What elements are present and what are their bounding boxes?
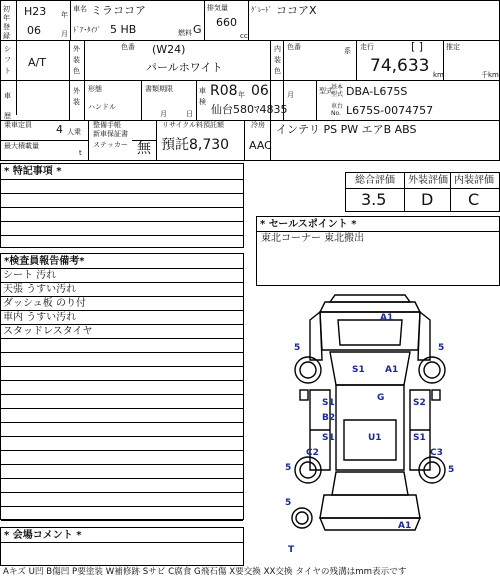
mileage-bracket: [ ] (411, 40, 424, 53)
mark-c3: C3 (430, 448, 443, 458)
inspector-note-line (1, 395, 243, 409)
inspection-label: 推定 (446, 43, 460, 51)
special-notes-title: * 特記事項 * (4, 166, 62, 177)
car-name-label: 車名 (73, 5, 87, 13)
inspector-note-line (1, 353, 243, 367)
overall-rating: 3.5 (361, 190, 387, 209)
cert-month: 06 (251, 83, 269, 99)
mark-s2: S2 (413, 398, 426, 408)
color-name: パールホワイト (146, 61, 223, 74)
doc-deadline-label: 書類期限 (145, 85, 173, 93)
inspection-unit: 千km (481, 71, 499, 79)
new-car-warranty-label: 新車保証書 (93, 130, 128, 138)
sales-point-title: * セールスポイント * (260, 219, 357, 230)
chassis-label: 車台No. (331, 103, 344, 117)
mark-t: T (288, 545, 295, 555)
era-year: H23 (24, 5, 47, 18)
mileage-unit: km (433, 71, 444, 79)
tire-depth-fr: 5 (438, 343, 445, 353)
inspector-note-line (1, 493, 243, 507)
inspector-note-line (1, 479, 243, 493)
inspector-note-line: シート 汚れ (1, 269, 243, 283)
capacity-label: 乗車定員 (4, 121, 32, 129)
aircon-value: AAC (249, 139, 272, 152)
displacement-unit: cc (240, 32, 248, 40)
inspector-note-line (1, 423, 243, 437)
cert-label: 車検 (199, 87, 206, 106)
displacement-label: 排気量 (207, 4, 228, 12)
sales-point-box (256, 216, 500, 286)
grade-value: ココアX (276, 4, 317, 17)
inspector-note-line (1, 465, 243, 479)
sticker-value: 無 (137, 141, 151, 157)
interior-rating-label: 内装評価 (454, 175, 494, 186)
door-type-label: ﾄﾞｱ･ﾀｲﾌﾟ (73, 26, 101, 34)
venue-comment-box (0, 527, 244, 566)
exterior-rating-label: 外装評価 (408, 175, 448, 186)
cert-year: R08 (210, 83, 238, 99)
tire-depth-rl: 5 (285, 463, 292, 473)
inspector-note-line (1, 437, 243, 451)
inspector-note-line (1, 339, 243, 353)
mark-u1: U1 (368, 433, 382, 443)
color-code-label: 色番 (121, 43, 135, 51)
shift-label: シフト (4, 45, 11, 75)
tire-depth-rr: 5 (448, 465, 455, 475)
mark-s1-low: S1 (322, 433, 335, 443)
inspector-note-line (1, 507, 243, 521)
inspector-notes-title: *検査員報告備考* (4, 256, 85, 267)
inspector-note-line (1, 409, 243, 423)
handle-label: ハンドル (88, 103, 116, 111)
month-unit: 月 (61, 30, 68, 38)
tire-depth-spare: 5 (285, 498, 292, 508)
inspector-note-line: 天張 うすい汚れ (1, 283, 243, 297)
shape-label: 外装 (73, 87, 80, 106)
mark-s1-mid: S1 (322, 398, 335, 408)
exterior-rating: D (421, 190, 434, 209)
cert-year-unit: 年 (238, 91, 245, 99)
model-value: DBA-L675S (346, 85, 408, 98)
legend-text: Aキズ U凹 B傷凹 P要塗装 W補修跡 Sサビ C腐食 G飛石傷 X要交換 XX交換 タイヤの残溝はmm表示です (3, 567, 407, 577)
inspector-note-line (1, 381, 243, 395)
interior-color-code-label: 色番 (287, 43, 301, 51)
mark-b2: B2 (322, 413, 336, 423)
capacity-value: 4 (56, 123, 63, 136)
shape-sublabel: 形態 (88, 85, 102, 93)
cert-month-unit: 月 (287, 91, 294, 99)
exterior-color-label: 外装色 (73, 45, 80, 75)
chassis-value: L675S-0074757 (346, 104, 434, 117)
sales-point-text: 東北コーナー 東北搬出 (261, 233, 365, 244)
mileage-value: 74,633 (370, 56, 430, 76)
inspector-note-line: ダッシュ板 のり付 (1, 297, 243, 311)
fuel-value: G (193, 23, 202, 36)
max-load-label: 最大積載量 (4, 142, 39, 150)
mark-c2: C2 (306, 448, 319, 458)
inspector-notes-box (0, 253, 244, 520)
car-name: ミラココア (91, 4, 146, 17)
mark-a1-mid: A1 (385, 365, 399, 375)
color-code: (W24) (152, 43, 186, 56)
inspector-note-line: スタッドレスタイヤ (1, 325, 243, 339)
aircon-label: 冷房 (251, 121, 265, 129)
mileage-label: 走行 (360, 43, 374, 51)
doc-month-unit: 月 (160, 110, 167, 118)
interior-color-label: 内装色 (274, 45, 281, 75)
venue-comment-title: * 会場コメント * (4, 530, 82, 541)
model-label: 型式 (319, 87, 333, 95)
mark-a1-top: A1 (380, 313, 394, 323)
first-reg-label: 初年登録 (3, 5, 10, 40)
model-sublabel: 基本型式 (331, 84, 344, 98)
tire-depth-fl: 5 (294, 343, 301, 353)
interior-rating: C (468, 190, 480, 209)
inspector-note-line (1, 451, 243, 465)
displacement-value: 660 (216, 16, 237, 29)
year-unit: 年 (61, 11, 68, 19)
reg-month: 06 (27, 24, 41, 37)
mark-s1-left: S1 (352, 365, 365, 375)
overall-rating-label: 総合評価 (355, 175, 395, 186)
car-damage-diagram (280, 290, 460, 560)
recycle-value: 預託8,730 (161, 137, 230, 153)
inspector-note-line (1, 367, 243, 381)
mark-g: G (377, 393, 385, 403)
warranty-label: 整備手帳 (93, 121, 121, 129)
special-notes-box (0, 163, 244, 248)
history-label: 車歴 (4, 92, 11, 120)
door-type: 5 HB (110, 23, 137, 36)
grade-label: ｸﾞﾚｰﾄﾞ (251, 6, 272, 14)
interior-color-suffix: 系 (344, 47, 351, 55)
plate-number: 仙台580ﾏ4835 (211, 103, 288, 116)
equipment-list: インテリ PS PW エアB ABS (276, 123, 417, 136)
mark-a1-bottom: A1 (398, 521, 412, 531)
max-load-unit: t (79, 149, 82, 157)
capacity-unit: 人乗 (67, 128, 81, 136)
sticker-label: ステッカー (93, 141, 128, 149)
fuel-label: 燃料 (178, 29, 192, 37)
doc-day-unit: 日 (186, 110, 193, 118)
inspector-note-line: 車内 うすい汚れ (1, 311, 243, 325)
shift-value: A/T (28, 56, 46, 69)
mark-s1-right: S1 (413, 433, 426, 443)
recycle-label: リサイクル料預託額 (162, 121, 225, 129)
ratings-box (345, 172, 500, 212)
